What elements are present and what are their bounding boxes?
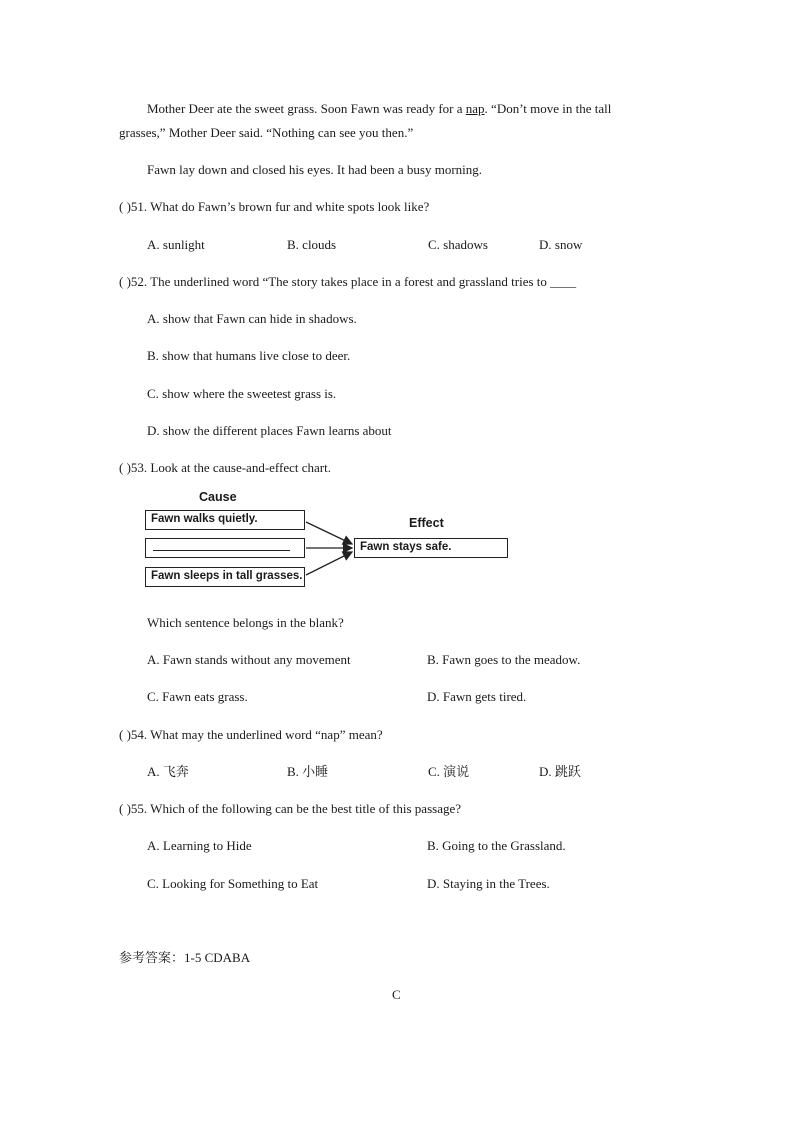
cause-box-1: Fawn walks quietly. xyxy=(145,510,305,530)
effect-box: Fawn stays safe. xyxy=(354,538,508,558)
answer-extra: C xyxy=(392,987,401,1002)
q55-option-a: A. Learning to Hide xyxy=(147,838,252,853)
q53-option-c: C. Fawn eats grass. xyxy=(147,689,248,704)
cause-title: Cause xyxy=(199,490,237,504)
question-52: ( )52. The underlined word “The story takes place in a forest and grassland tries to ____ xyxy=(119,274,577,289)
q55-option-d: D. Staying in the Trees. xyxy=(427,876,550,891)
effect-title: Effect xyxy=(409,516,444,530)
q54-option-d: D. 跳跃 xyxy=(539,764,581,779)
q52-option-d: D. show the different places Fawn learns about xyxy=(147,423,392,438)
question-54: ( )54. What may the underlined word “nap” mean? xyxy=(119,727,383,742)
q52-option-b: B. show that humans live close to deer. xyxy=(147,348,351,363)
q51-option-b: B. clouds xyxy=(287,237,337,252)
passage-paragraph-1 xyxy=(147,101,611,117)
q53-subquestion: Which sentence belongs in the blank? xyxy=(147,615,344,630)
passage-text: . “Don’t move in the tall xyxy=(484,101,612,116)
passage-text: Mother Deer ate the sweet grass. Soon Fawn was ready for a xyxy=(147,101,466,116)
q51-option-a: A. sunlight xyxy=(147,237,205,252)
arrow-3 xyxy=(306,552,352,575)
q54-option-b: B. 小睡 xyxy=(287,764,329,779)
q55-option-b: B. Going to the Grassland. xyxy=(427,838,566,853)
q52-option-a: A. show that Fawn can hide in shadows. xyxy=(147,311,357,326)
q53-option-d: D. Fawn gets tired. xyxy=(427,689,527,704)
q54-option-c: C. 演说 xyxy=(428,764,470,779)
q51-option-d: D. snow xyxy=(539,237,583,252)
q51-option-c: C. shadows xyxy=(428,237,488,252)
question-55: ( )55. Which of the following can be the best title of this passage? xyxy=(119,801,461,816)
q52-option-c: C. show where the sweetest grass is. xyxy=(147,386,337,401)
q54-option-a: A. 飞奔 xyxy=(147,764,189,779)
underlined-word-nap: nap xyxy=(465,101,485,116)
passage-paragraph-2: Fawn lay down and closed his eyes. It had been a busy morning. xyxy=(147,162,483,177)
question-51: ( )51. What do Fawn’s brown fur and white spots look like? xyxy=(119,199,430,214)
question-53: ( )53. Look at the cause-and-effect chart. xyxy=(119,460,331,475)
q53-option-b: B. Fawn goes to the meadow. xyxy=(427,652,581,667)
answer-key: 参考答案：1-5 CDABA xyxy=(119,950,251,965)
cause-effect-chart xyxy=(142,489,522,589)
arrow-1 xyxy=(306,522,352,544)
chart-arrows xyxy=(142,489,522,589)
q53-option-a: A. Fawn stands without any movement xyxy=(147,652,351,667)
cause-box-3: Fawn sleeps in tall grasses. xyxy=(145,567,305,587)
passage-paragraph-1-cont: grasses,” Mother Deer said. “Nothing can see you then.” xyxy=(119,125,414,140)
q55-option-c: C. Looking for Something to Eat xyxy=(147,876,319,891)
